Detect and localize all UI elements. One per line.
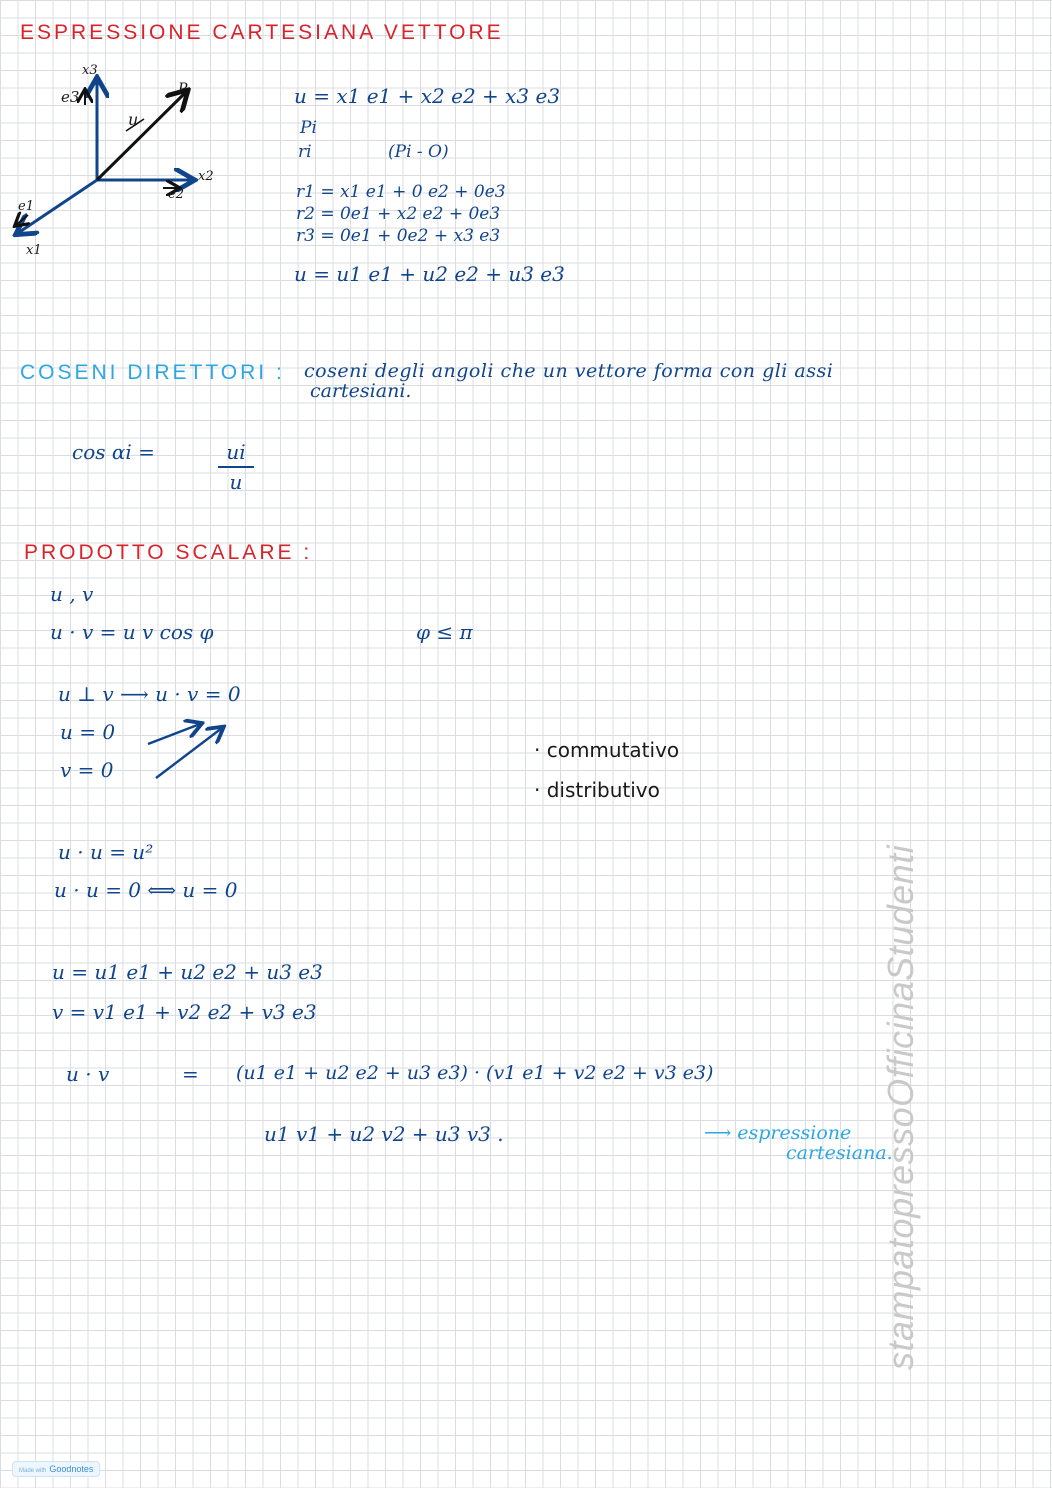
badge-brand: Goodnotes: [49, 1464, 94, 1474]
formula-perpendicular: u ⊥ v ⟶ u · v = 0: [58, 682, 241, 706]
formula-u-expansion: u = u1 e1 + u2 e2 + u3 e3: [52, 960, 323, 984]
formula-u-zero: u = 0: [60, 720, 116, 744]
formula-cos-alpha: cos αi =: [72, 440, 155, 464]
goodnotes-badge: [12, 1461, 100, 1477]
formula-equals: =: [182, 1062, 199, 1086]
label-e1: e1: [18, 199, 34, 214]
vector-u: [97, 92, 186, 180]
formula-r3: r3 = 0e1 + 0e2 + x3 e3: [296, 226, 501, 246]
label-u: u: [128, 110, 139, 129]
formula-v-expansion: v = v1 e1 + v2 e2 + v3 e3: [52, 1000, 317, 1024]
label-x1: x1: [26, 243, 42, 258]
note-cartesiana: cartesiana.: [786, 1142, 893, 1164]
formula-phi-range: φ ≤ π: [416, 620, 473, 644]
formula-dot-product-def: u · v = u v cos φ: [50, 620, 214, 644]
property-commutativo: · commutativo: [534, 738, 680, 762]
coseni-description-line2: cartesiani.: [310, 380, 412, 402]
formula-pi: Pi: [300, 118, 317, 138]
property-distributivo: · distributivo: [534, 778, 660, 802]
coseni-description-line1: coseni degli angoli che un vettore forma con gli assi: [304, 360, 834, 382]
label-x2: x2: [198, 169, 214, 184]
badge-made-with: Made with: [19, 1468, 47, 1474]
vectors-u-v: u , v: [50, 582, 94, 606]
formula-u-dot-v-expanded: (u1 e1 + u2 e2 + u3 e3) · (v1 e1 + v2 e2 + v3 e3): [236, 1062, 714, 1084]
label-e2: e2: [168, 187, 184, 202]
formula-u-scalar-components: u = u1 e1 + u2 e2 + u3 e3: [294, 262, 565, 286]
fraction-bar: [218, 466, 254, 468]
formula-u-dot-u-zero: u · u = 0 ⟺ u = 0: [54, 878, 238, 902]
formula-pi-minus-o: (Pi - O): [388, 142, 449, 162]
section-title-coseni-direttori: COSENI DIRETTORI :: [20, 361, 285, 384]
formula-r2: r2 = 0e1 + x2 e2 + 0e3: [296, 204, 501, 224]
formula-u-dot-v: u · v: [66, 1062, 110, 1086]
label-p: P: [178, 81, 188, 97]
e1-arrow: [16, 215, 28, 225]
formula-ri: ri: [298, 142, 312, 162]
formula-v-zero: v = 0: [60, 758, 114, 782]
coordinate-axes-diagram: [0, 55, 260, 275]
formula-r1: r1 = x1 e1 + 0 e2 + 0e3: [296, 182, 506, 202]
formula-u-components: u = x1 e1 + x2 e2 + x3 e3: [294, 84, 561, 108]
fraction-denominator: u: [229, 470, 243, 494]
fraction-ui-over-u: [218, 440, 254, 494]
implication-arrows: [140, 716, 240, 786]
label-x3: x3: [82, 63, 98, 78]
section-title-prodotto-scalare: PRODOTTO SCALARE :: [24, 541, 313, 564]
fraction-numerator: ui: [226, 440, 246, 464]
formula-u-dot-v-result: u1 v1 + u2 v2 + u3 v3 .: [264, 1122, 504, 1146]
note-espressione: ⟶ espressione: [704, 1122, 852, 1144]
section-title-espressione-cartesiana: ESPRESSIONE CARTESIANA VETTORE: [20, 21, 504, 44]
formula-u-dot-u: u · u = u²: [58, 840, 154, 864]
watermark-text: stampatopressoOfficinaStudenti: [880, 844, 921, 1370]
label-e3: e3: [61, 88, 80, 106]
